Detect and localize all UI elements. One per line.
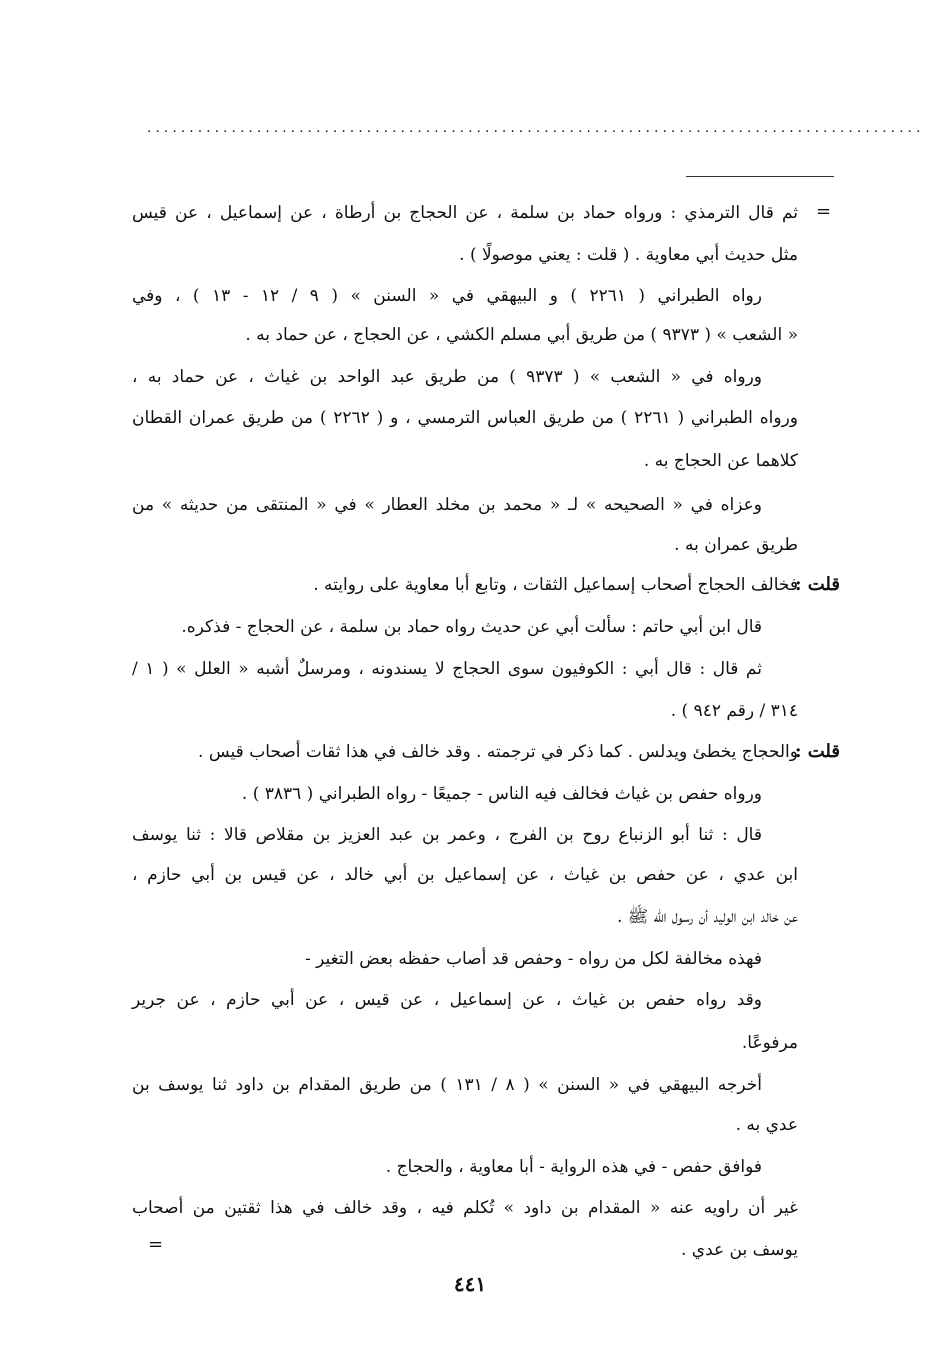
header-dotted-separator: ............................................................................................ (147, 120, 925, 136)
text-line: فوافق حفص - في هذه الرواية - أبا معاوية ، والحجاج . (385, 1157, 762, 1177)
continuation-mark-bottom: = (148, 1234, 164, 1255)
text-line: رواه الطبراني ( ٢٢٦١ ) و البيهقي في « السنن » ( ٩ / ١٢ - ١٣ ) ، وفي (132, 286, 762, 306)
footnote-separator-line (686, 176, 834, 177)
qult-label: قلت : (794, 574, 840, 595)
text-line: ٣١٤ / رقم ٩٤٢ ) . (670, 701, 798, 721)
text-line: والحجاج يخطئ ويدلس . كما ذكر في ترجمته . وقد خالف في هذا ثقات أصحاب قيس . (198, 742, 798, 762)
text-line: عدي به . (735, 1115, 798, 1135)
text-line: كلاهما عن الحجاج به . (643, 451, 798, 471)
text-line: قال : ثنا أبو الزنباع روح بن الفرج ، وعمر بن عبد العزيز بن مقلاص قالا : ثنا يوسف (132, 825, 762, 845)
text-line: ورواه حفص بن غياث فخالف فيه الناس - جميعًا - رواه الطبراني ( ٣٨٣٦ ) . (241, 784, 762, 804)
text-line: فهذه مخالفة لكل من رواه - وحفص قد أصاب حفظه بعض التغير - (304, 949, 762, 969)
text-line: مثل حديث أبي معاوية . ( قلت : يعني موصولًا ) . (459, 245, 798, 265)
continuation-mark-top: = (816, 201, 832, 222)
text-line: يوسف بن عدي . (680, 1240, 798, 1260)
text-line: مرفوعًا. (741, 1033, 798, 1053)
text-line: ابن عدي ، عن حفص بن غياث ، عن إسماعيل بن أبي خالد ، عن قيس بن أبي حازم ، (132, 865, 798, 885)
text-line: « الشعب » ( ٩٣٧٣ ) من طريق أبي مسلم الكشي ، عن الحجاج ، عن حماد به . (245, 325, 798, 345)
text-line: أخرجه البيهقي في « السنن » ( ٨ / ١٣١ ) من طريق المقدام بن داود ثنا يوسف بن (132, 1075, 762, 1095)
qult-label: قلت : (794, 741, 840, 762)
text-line: وقد رواه حفص بن غياث ، عن إسماعيل ، عن قيس ، عن أبي حازم ، عن جرير (132, 990, 762, 1010)
text-line: عن خالد ابن الوليد أن رسول الله ﷺ . (616, 907, 798, 927)
text-line: ثم قال : قال أبي : الكوفيون سوى الحجاج لا يسندونه ، ومرسلٌ أشبه « العلل » ( ١ / (132, 659, 762, 679)
text-line: قال ابن أبي حاتم : سألت أبي عن حديث رواه حماد بن سلمة ، عن الحجاج - فذكره. (181, 617, 762, 637)
text-line: ورواه الطبراني ( ٢٢٦١ ) من طريق العباس الترمسي ، و ( ٢٢٦٢ ) من طريق عمران القطان (132, 408, 798, 428)
page-number: ٤٤١ (453, 1272, 487, 1296)
text-line: طريق عمران به . (674, 535, 798, 555)
text-line: غير أن راويه عنه « المقدام بن داود » تُكلم فيه ، وقد خالف في هذا ثقتين من أصحاب (132, 1198, 798, 1218)
text-line: ثم قال الترمذي : ورواه حماد بن سلمة ، عن الحجاج بن أرطاة ، عن إسماعيل ، عن قيس (132, 203, 798, 223)
text-line: ورواه في « الشعب » ( ٩٣٧٣ ) من طريق عبد الواحد بن غياث ، عن حماد به ، (132, 367, 763, 387)
text-line: فخالف الحجاج أصحاب إسماعيل الثقات ، وتابع أبا معاوية على روايته . (313, 575, 798, 595)
text-line: وعزاه في « الصحيحه » لـ « محمد بن مخلد العطار » في « المنتقى من حديثه » من (132, 495, 762, 515)
